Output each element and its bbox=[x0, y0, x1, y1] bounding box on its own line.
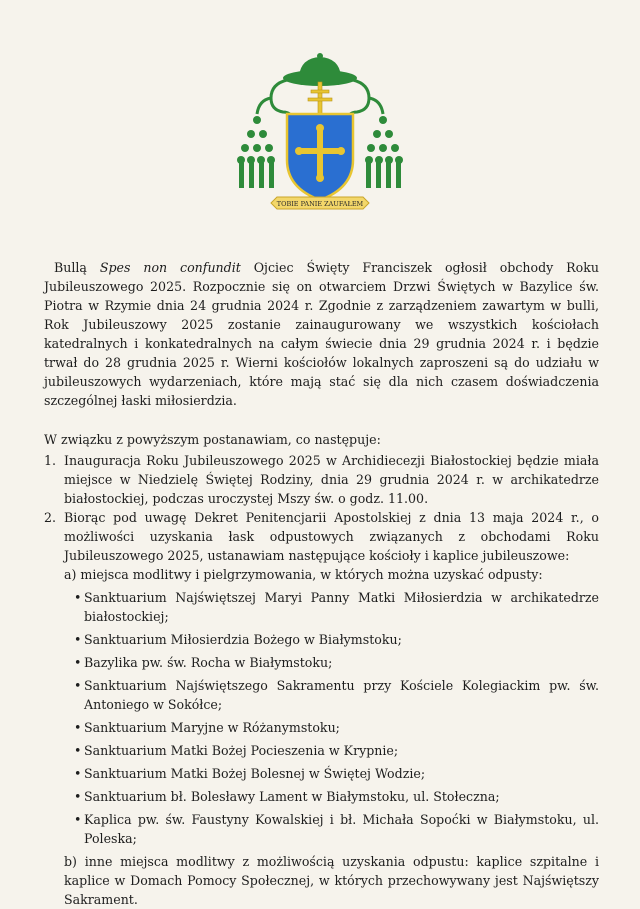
left-tassels-icon bbox=[237, 116, 275, 188]
decree-list bbox=[44, 451, 599, 909]
decree-item-text: Biorąc pod uwagę Dekret Penitencjarii Apostolskiej z dnia 13 maja 2024 r., o możliwości uzyskania łask odpustowych związanych z obchodami Roku Jubileuszowego 2025, ustanawiam następujące kościoły i kaplice jubileuszowe: bbox=[64, 510, 599, 563]
decree-item-number: 2. bbox=[44, 510, 57, 525]
subsection-a: a) miejsca modlitwy i pielgrzymowania, w których można uzyskać odpusty: bbox=[64, 567, 543, 582]
list-item: • Sanktuarium Najświętszego Sakramentu przy Kościele Kolegiackim pw. św. Antoniego w Sokółce; bbox=[64, 676, 599, 714]
motto-text: TOBIE PANIE ZAUFAŁEM bbox=[276, 200, 364, 208]
intro-text: Ojciec Święty Franciszek ogłosił obchody Roku Jubileuszowego 2025. Rozpocznie się on otwarciem Drzwi Świętych w Bazylice św. Piotra w Rzymie dnia 24 grudnia 2024 r. Zgodnie z zarządzeniem zawartym w bulli, Rok Jubileuszowy 2025 zostanie zainaugurowany we wszystkich kościołach katedralnych i konkatedralnych na całym świecie dnia 29 grudnia 2024 r. i będzie trwał do 28 grudnia 2025 r. Wierni kościołów lokalnych zaproszeni są do udziału w jubileuszowych wydarzeniach, które mają stać się dla nich czasem doświadczenia szczególnej łaski miłosierdzia. bbox=[44, 260, 599, 408]
right-tassels-icon bbox=[365, 116, 403, 188]
list-item: • Sanktuarium Najświętszej Maryi Panny Matki Miłosierdzia w archikatedrze białostockiej; bbox=[64, 588, 599, 626]
document-body bbox=[44, 258, 599, 909]
decree-item-number: 1. bbox=[44, 453, 57, 468]
motto-scroll bbox=[271, 197, 369, 209]
decree-item-text: Inauguracja Roku Jubileuszowego 2025 w Archidiecezji Białostockiej będzie miała miejsce w Niedzielę Świętej Rodziny, dnia 29 grudnia 2024 r. w archikatedrze białostockiej, podczas uroczystej Mszy św. o godz. 11.00. bbox=[64, 453, 599, 506]
coat-of-arms bbox=[237, 50, 403, 220]
list-item: • Kaplica pw. św. Faustyny Kowalskiej i bł. Michała Sopoćki w Białymstoku, ul. Poleska; bbox=[64, 810, 599, 848]
list-item: • Bazylika pw. św. Rocha w Białymstoku; bbox=[64, 653, 599, 672]
intro-word: Bullą bbox=[54, 260, 87, 275]
decree-item bbox=[44, 451, 599, 508]
list-item: • Sanktuarium Matki Bożej Pocieszenia w Krypnie; bbox=[64, 741, 599, 760]
intro-paragraph bbox=[44, 258, 599, 410]
decree-lead: W związku z powyższym postanawiam, co następuje: bbox=[44, 432, 381, 447]
bull-title: Spes non confundit bbox=[99, 260, 241, 275]
list-item: • Sanktuarium bł. Bolesławy Lament w Białymstoku, ul. Stołeczna; bbox=[64, 787, 599, 806]
jubilee-places-list bbox=[64, 588, 599, 848]
decree-item bbox=[44, 508, 599, 909]
list-item: • Sanktuarium Matki Bożej Bolesnej w Świętej Wodzie; bbox=[64, 764, 599, 783]
shield-icon bbox=[287, 114, 353, 200]
list-item: • Sanktuarium Maryjne w Różanymstoku; bbox=[64, 718, 599, 737]
list-item: • Sanktuarium Miłosierdzia Bożego w Białymstoku; bbox=[64, 630, 599, 649]
galero-hat-icon bbox=[283, 53, 357, 86]
subsection-b: b) inne miejsca modlitwy z możliwością uzyskania odpustu: kaplice szpitalne i kaplice w Domach Pomocy Społecznej, w których przechowywany jest Najświętszy Sakrament. bbox=[64, 854, 599, 907]
